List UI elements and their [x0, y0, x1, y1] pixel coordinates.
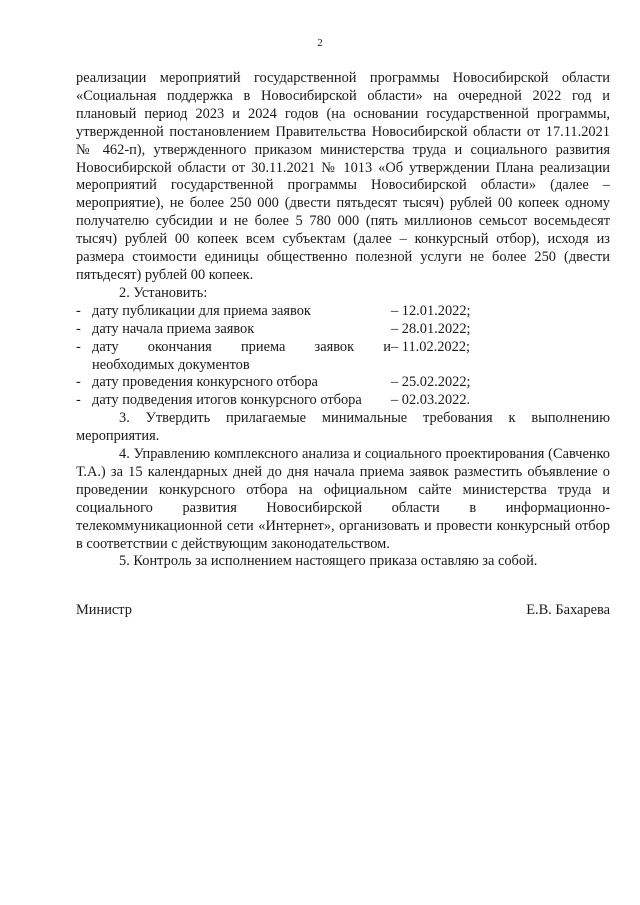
item-5: 5. Контроль за исполнением настоящего приказа оставляю за собой.: [119, 553, 538, 570]
list-item-label: дату проведения конкурсного отбора: [92, 374, 318, 391]
list-item: [76, 392, 610, 410]
list-item-date: – 02.03.2022.: [391, 392, 471, 409]
page-number: 2: [317, 37, 323, 49]
list-item: [76, 303, 610, 321]
list-item-label: дату начала приема заявок: [92, 320, 255, 337]
schedule-list: [76, 303, 610, 410]
list-dash: -: [76, 338, 81, 355]
list-dash: -: [76, 320, 81, 337]
signatory-name: Е.В. Бахарева: [526, 602, 610, 618]
list-item-date: – 25.02.2022;: [391, 374, 471, 391]
list-dash: -: [76, 392, 81, 409]
list-item: [76, 374, 610, 392]
list-item-label: дату подведения итогов конкурсного отбора: [92, 392, 362, 409]
list-item: [76, 321, 610, 339]
list-dash: -: [76, 374, 81, 391]
list-item-date: – 11.02.2022;: [391, 338, 471, 355]
paragraph-intro: реализации мероприятий государственной программы Новосибирской области «Социальная поддержка в Новосибирской области» на очередной 2022 год и плановый период 2023 и 2024 годов (на основании государственной программы, утвержденной постановлением Правительства Новосибирской области от 17.11.2021 № 462-п), утвержденного приказом министерства труда и социального развития Новосибирской области от 30.11.2021 № 1013 «Об утверждении Плана реализации мероприятий государственной программы Новосибирской области» (далее – мероприятие), не более 250 000 (двести пятьдесят тысяч) рублей 00 копеек одному получателю субсидии и не более 5 780 000 (пять миллионов семьсот восемьдесят тысяч) рублей 00 копеек всем субъектам (далее – конкурсный отбор), исходя из размера стоимости единицы общественно полезной услуги не более 250 (двести пятьдесят) рублей 00 копеек.: [76, 70, 610, 283]
list-item-date: – 12.01.2022;: [391, 302, 471, 319]
signature-block: [76, 602, 610, 619]
list-item: [76, 339, 610, 357]
list-item-date: – 28.01.2022;: [391, 320, 471, 337]
signatory-position: Министр: [76, 602, 132, 618]
item-2-heading: 2. Установить:: [119, 284, 208, 301]
list-dash: -: [76, 302, 81, 319]
document-body: [76, 70, 610, 571]
item-3: 3. Утвердить прилагаемые минимальные требования к выполнению мероприятия.: [76, 410, 610, 445]
list-item-label: дату окончания приема заявок и: [92, 338, 391, 355]
list-item-label-continued: необходимых документов: [92, 356, 250, 373]
item-4: 4. Управлению комплексного анализа и социального проектирования (Савченко Т.А.) за 15 календарных дней до дня начала приема заявок разместить объявление о проведении конкурсного отбора на официальном сайте министерства труда и социального развития Новосибирской области в информационно-телекоммуникационной сети «Интернет», организовать и провести конкурсный отбор в соответствии с действующим законодательством.: [76, 446, 610, 552]
list-item-label: дату публикации для приема заявок: [92, 302, 311, 319]
